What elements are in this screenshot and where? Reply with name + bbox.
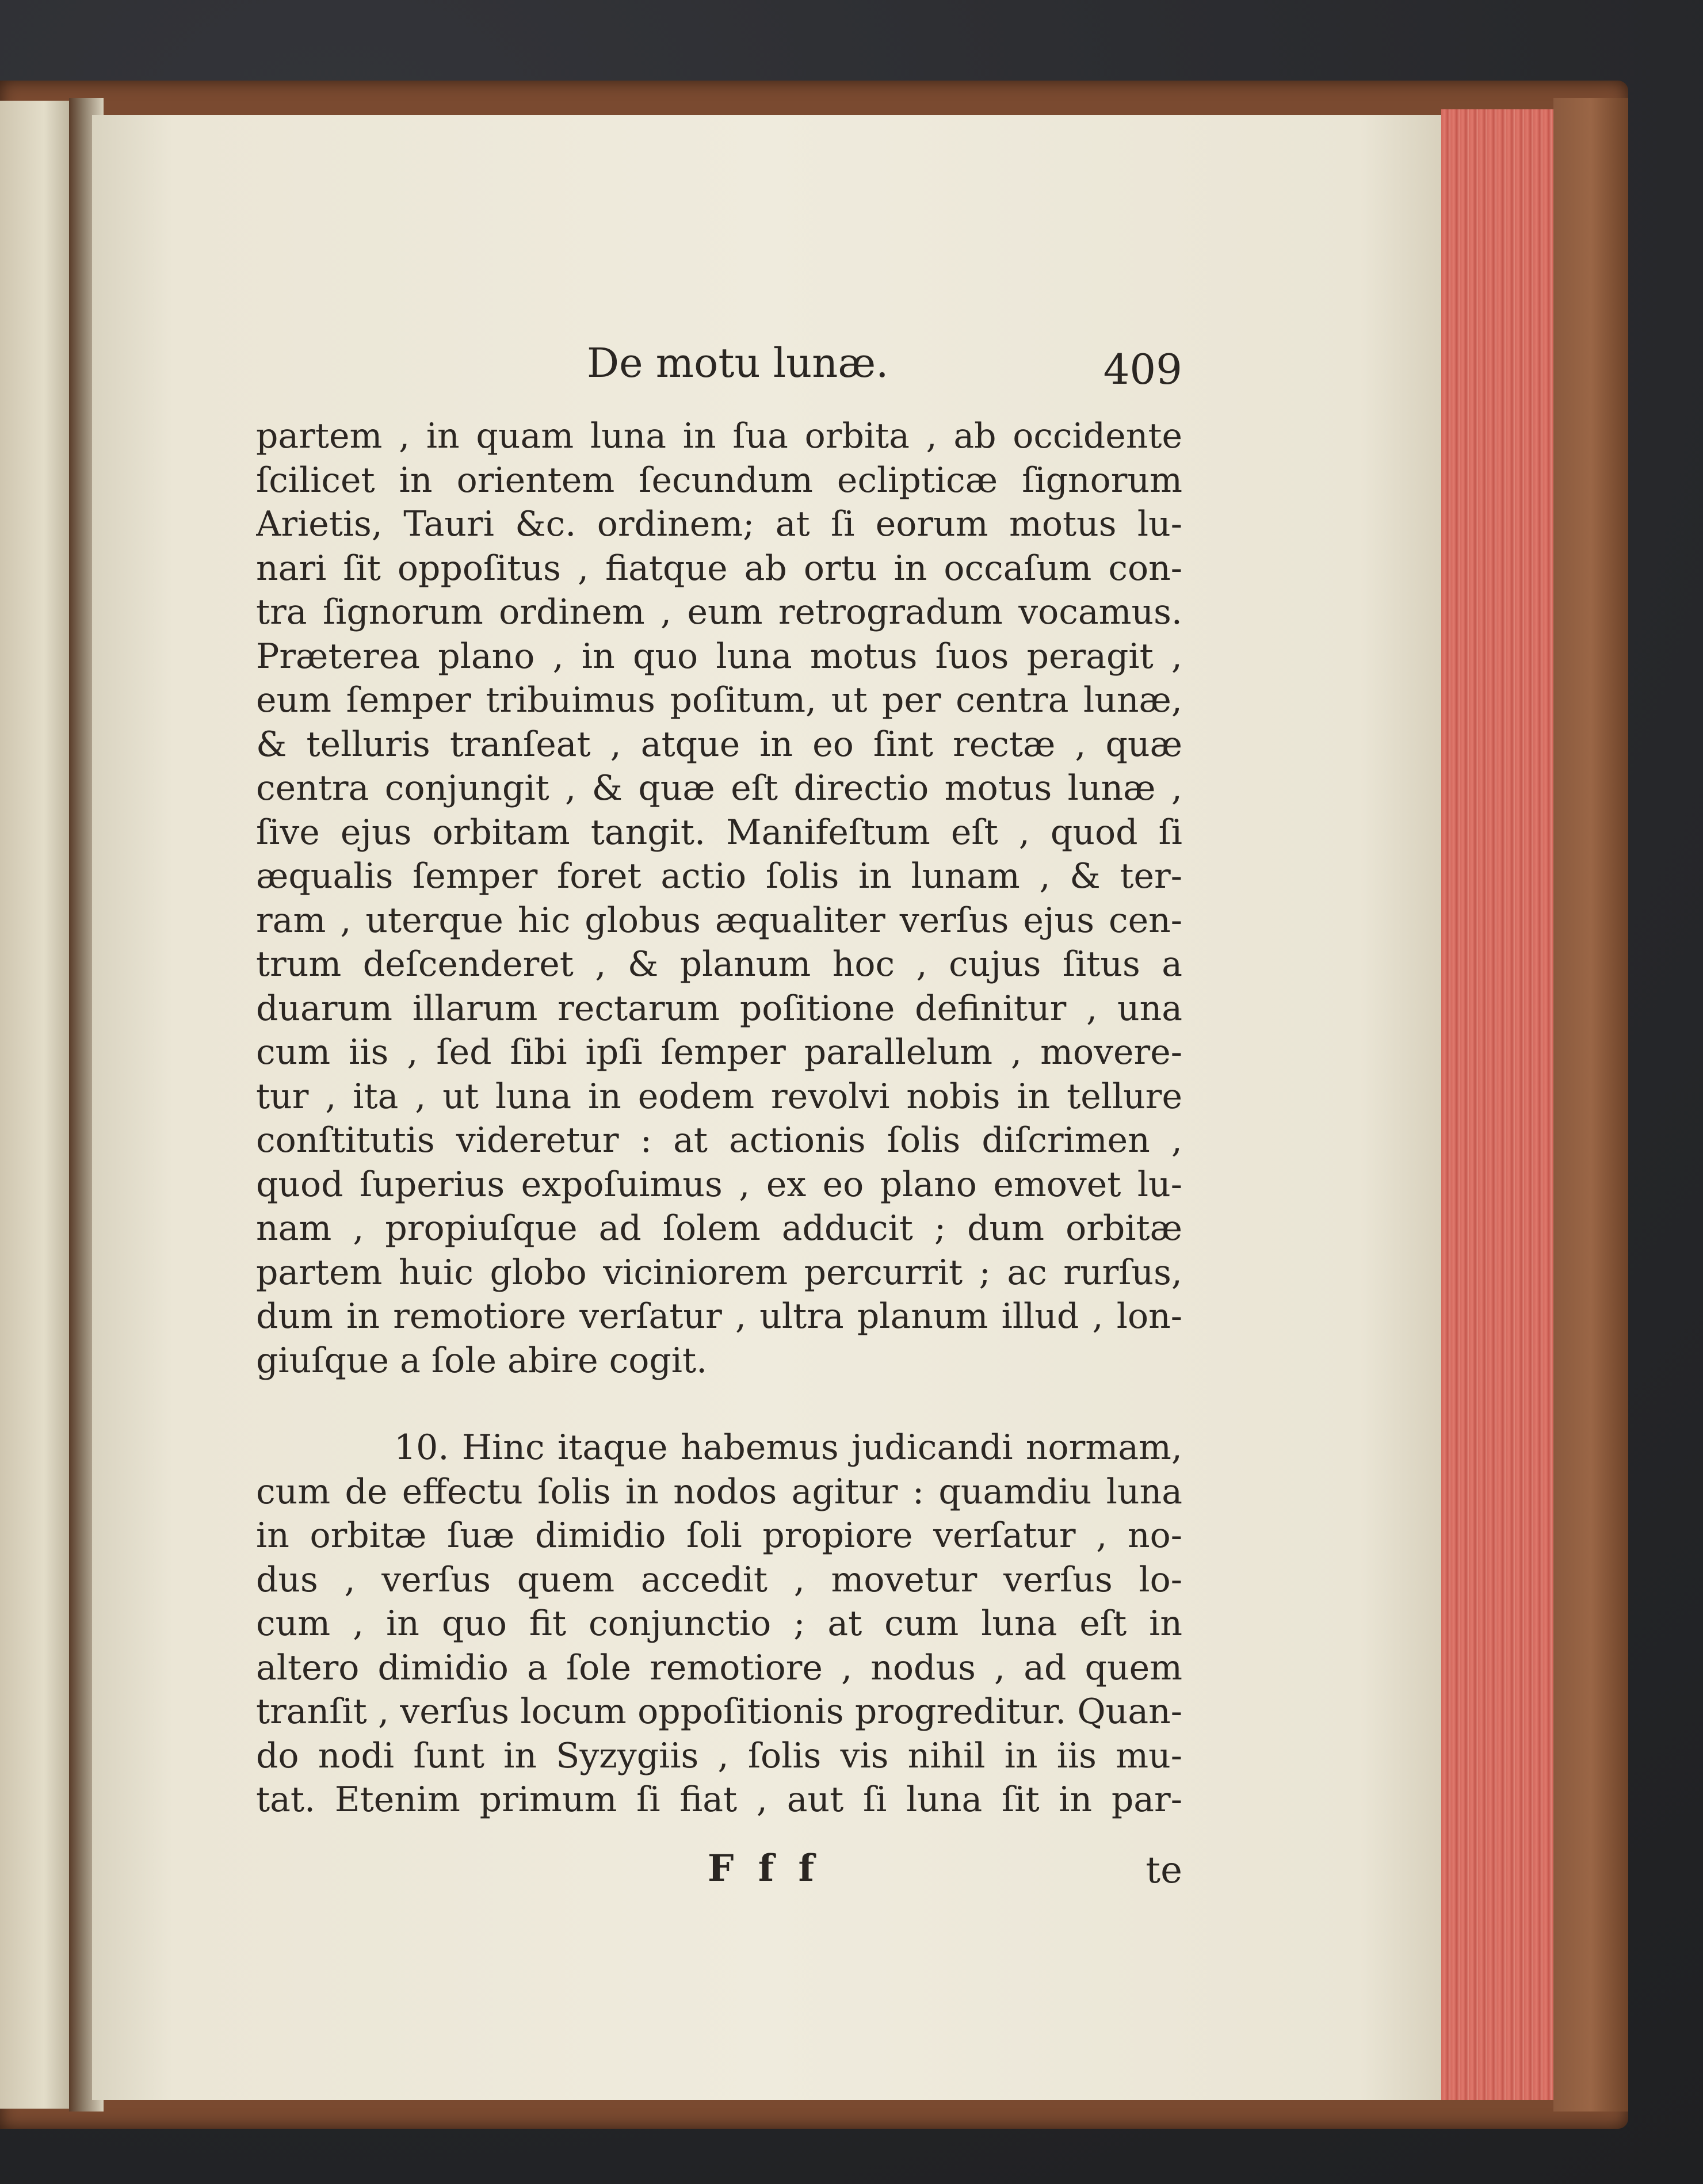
text-line: ſive ejus orbitam tangit. Manifeſtum eſt , quod ſi bbox=[256, 812, 1182, 853]
text-line: Arietis, Tauri &c. ordinem; at ſi eorum motus lu- bbox=[256, 504, 1182, 544]
text-line: altero dimidio a ſole remotiore , nodus , ad quem bbox=[256, 1647, 1182, 1688]
text-line: nam , propiuſque ad ſolem adducit ; dum orbitæ bbox=[256, 1208, 1182, 1248]
text-line: ſcilicet in orientem ſecundum eclipticæ ſignorum bbox=[256, 460, 1182, 501]
text-line: tat. Etenim primum ſi fiat , aut ſi luna ſit in par- bbox=[256, 1780, 1182, 1820]
text-line: centra conjungit , & quæ eſt directio motus lunæ , bbox=[256, 768, 1182, 808]
page-footer bbox=[256, 1847, 1182, 1899]
text-line: & telluris tranſeat , atque in eo ſint rectæ , quæ bbox=[256, 724, 1182, 765]
text-line: tur , ita , ut luna in eodem revolvi nobis in tellure bbox=[256, 1076, 1182, 1117]
text-line: partem , in quam luna in ſua orbita , ab occidente bbox=[256, 416, 1182, 456]
text-line: Præterea plano , in quo luna motus ſuos peragit , bbox=[256, 636, 1182, 677]
text-line: ram , uterque hic globus æqualiter verſus ejus cen- bbox=[256, 900, 1182, 941]
page-number: 409 bbox=[1103, 345, 1182, 394]
text-line: cum iis , ſed ſibi ipſi ſemper parallelum , movere- bbox=[256, 1032, 1182, 1072]
text-line: trum deſcenderet , & planum hoc , cujus ſitus a bbox=[256, 944, 1182, 984]
text-line: giuſque a ſole abire cogit. bbox=[256, 1340, 708, 1381]
text-line: tranſit , verſus locum oppoſitionis progreditur. Quan- bbox=[256, 1692, 1182, 1732]
cover-edge bbox=[1553, 98, 1628, 2112]
text-line: nari ſit oppoſitus , fiatque ab ortu in occaſum con- bbox=[256, 548, 1182, 589]
text-line: quod ſuperius expoſuimus , ex eo plano emovet lu- bbox=[256, 1164, 1182, 1205]
text-line: dus , verſus quem accedit , movetur verſus lo- bbox=[256, 1559, 1182, 1600]
red-page-edges bbox=[1441, 109, 1553, 2100]
text-line: duarum illarum rectarum poſitione definitur , una bbox=[256, 988, 1182, 1029]
paragraph-2 bbox=[256, 1426, 1182, 1822]
text-line: dum in remotiore verſatur , ultra planum illud , lon- bbox=[256, 1296, 1182, 1337]
text-line: cum de effectu ſolis in nodos agitur : quamdiu luna bbox=[256, 1471, 1182, 1512]
facing-page-edge bbox=[0, 101, 74, 2109]
text-line: eum ſemper tribuimus poſitum, ut per centra lunæ, bbox=[256, 680, 1182, 720]
running-title: De motu lunæ. bbox=[587, 339, 889, 387]
text-line: do nodi ſunt in Syzygiis , ſolis vis nihil in iis mu- bbox=[256, 1735, 1182, 1776]
running-head bbox=[256, 334, 1182, 397]
text-line: tra ſignorum ordinem , eum retrogradum vocamus. bbox=[256, 592, 1182, 632]
catchword: te bbox=[1145, 1849, 1182, 1892]
signature-mark: F f f bbox=[708, 1847, 820, 1890]
text-line: in orbitæ ſuæ dimidio ſoli propiore verſatur , no- bbox=[256, 1515, 1182, 1556]
paragraph-1 bbox=[256, 414, 1182, 1383]
text-line: 10. Hinc itaque habemus judicandi normam, bbox=[394, 1427, 1182, 1468]
body-text bbox=[256, 414, 1182, 1822]
text-line: æqualis ſemper foret actio ſolis in lunam , & ter- bbox=[256, 856, 1182, 896]
text-line: conſtitutis videretur : at actionis ſolis diſcrimen , bbox=[256, 1120, 1182, 1160]
text-line: cum , in quo fit conjunctio ; at cum luna eſt in bbox=[256, 1603, 1182, 1644]
text-line: partem huic globo viciniorem percurrit ; ac rurſus, bbox=[256, 1252, 1182, 1293]
paragraph-gap bbox=[256, 1383, 1182, 1426]
